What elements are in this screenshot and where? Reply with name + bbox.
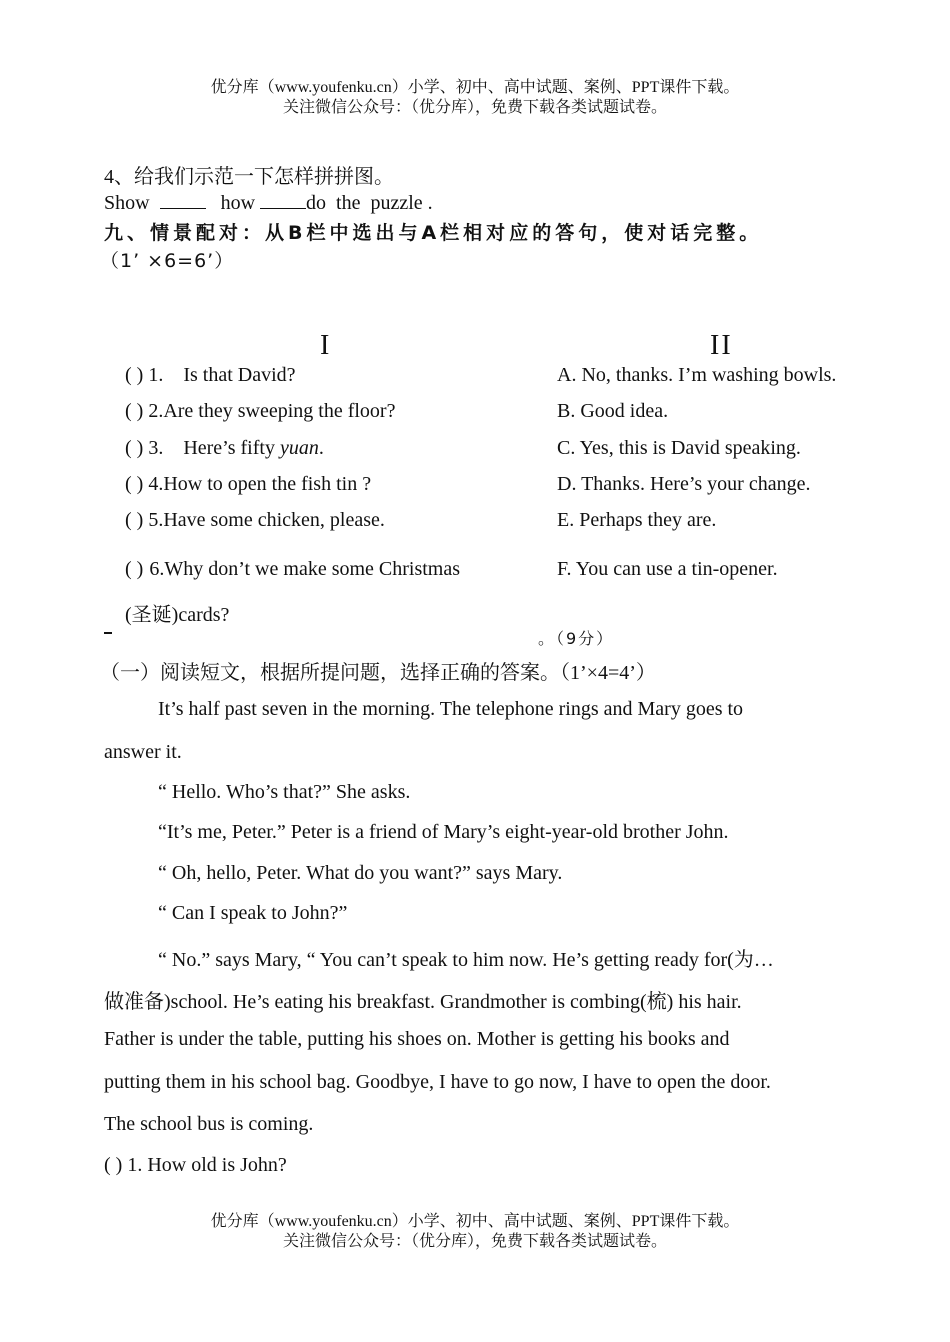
q4-prompt: 4、给我们示范一下怎样拼拼图。 [104,166,394,188]
page-header-line-1: 优分库（www.youfenku.cn）小学、初中、高中试题、案例、PPT课件下载。 [210,79,740,96]
match-left-6 [125,558,530,581]
q4-word: the [336,192,361,214]
item-number: 1. [148,364,164,386]
match-right-e: E. Perhaps they are. [557,509,717,531]
item-text: Why don’t we make some Christmas [164,558,461,580]
match-right-c: C. Yes, this is David speaking. [557,437,801,459]
match-right-d: D. Thanks. Here’s your change. [557,473,811,495]
column-b-heading: II [710,330,733,361]
q4-word: do [306,192,327,214]
page-footer-line-1: 优分库（www.youfenku.cn）小学、初中、高中试题、案例、PPT课件下载。 [210,1213,740,1230]
column-a-heading: I [320,330,330,361]
match-left-5 [125,509,385,532]
match-left-3 [125,437,324,460]
section-10-fragment: 。（9分） [538,629,615,648]
answer-paren[interactable]: ( ) [125,558,144,580]
passage-line: 做准备)school. He’s eating his breakfast. Grandmother is combing(梳) his hair. [104,991,742,1013]
match-right-a: A. No, thanks. I’m washing bowls. [557,364,837,386]
match-left-4 [125,473,371,496]
item-text-italic: yuan [279,437,319,459]
match-left-1 [125,364,296,387]
q4-word: puzzle . [370,192,433,214]
match-right-f: F. You can use a tin-opener. [557,558,778,580]
cutoff-dash [104,632,112,634]
answer-paren[interactable]: ( ) [125,473,144,495]
item-text: Are they sweeping the floor? [163,400,396,422]
passage-line: The school bus is coming. [104,1113,314,1135]
passage-line: “ No.” says Mary, “ You can’t speak to him now. He’s getting ready for(为… [158,949,774,971]
passage-line: It’s half past seven in the morning. The telephone rings and Mary goes to [158,698,744,720]
item-text: How to open the fish tin ? [163,473,372,495]
answer-paren[interactable]: ( ) [125,400,144,422]
passage-line: “ Hello. Who’s that?” She asks. [158,781,411,803]
section-9-score: （1’ ×6=6’） [100,250,235,272]
item-number: 2. [148,400,164,422]
item-number: 4. [148,473,164,495]
passage-line: “ Oh, hello, Peter. What do you want?” says Mary. [158,862,563,884]
match-right-b: B. Good idea. [557,400,669,422]
passage-line: Father is under the table, putting his shoes on. Mother is getting his books and [104,1028,730,1050]
item-text: . [318,437,324,459]
reading-question-1: ( ) 1. How old is John? [104,1154,287,1176]
item-number: 5. [148,509,164,531]
item-text: Here’s fifty [183,437,280,459]
item-number: 6. [149,558,165,580]
item-text: Have some chicken, please. [163,509,385,531]
page-header-line-2: 关注微信公众号：（优分库），免费下载各类试题试卷。 [282,99,667,116]
page-footer-line-2: 关注微信公众号：（优分库），免费下载各类试题试卷。 [282,1233,667,1250]
match-left-2 [125,400,395,423]
q4-word: Show [104,192,150,214]
match-left-6-continued: (圣诞)cards? [125,604,230,626]
passage-line: answer it. [104,741,182,763]
q4-sentence [104,190,433,215]
answer-paren[interactable]: ( ) [125,509,144,531]
q4-blank-2[interactable] [260,190,306,209]
q4-blank-1[interactable] [160,190,206,209]
item-text: Is that David? [183,364,296,386]
q4-word: how [220,192,256,214]
passage-line: putting them in his school bag. Goodbye, I have to go now, I have to open the door. [104,1071,771,1093]
answer-paren[interactable]: ( ) [125,437,144,459]
answer-paren[interactable]: ( ) [125,364,144,386]
passage-line: “ Can I speak to John?” [158,902,348,924]
passage-line: “It’s me, Peter.” Peter is a friend of Mary’s eight-year-old brother John. [158,821,729,843]
item-number: 3. [148,437,164,459]
section-10-sub1-title: （一）阅读短文，根据所提问题，选择正确的答案。（1’×4=4’） [100,662,656,684]
section-9-title: 九、情景配对：从B栏中选出与A栏相对应的答句，使对话完整。 [104,222,763,244]
